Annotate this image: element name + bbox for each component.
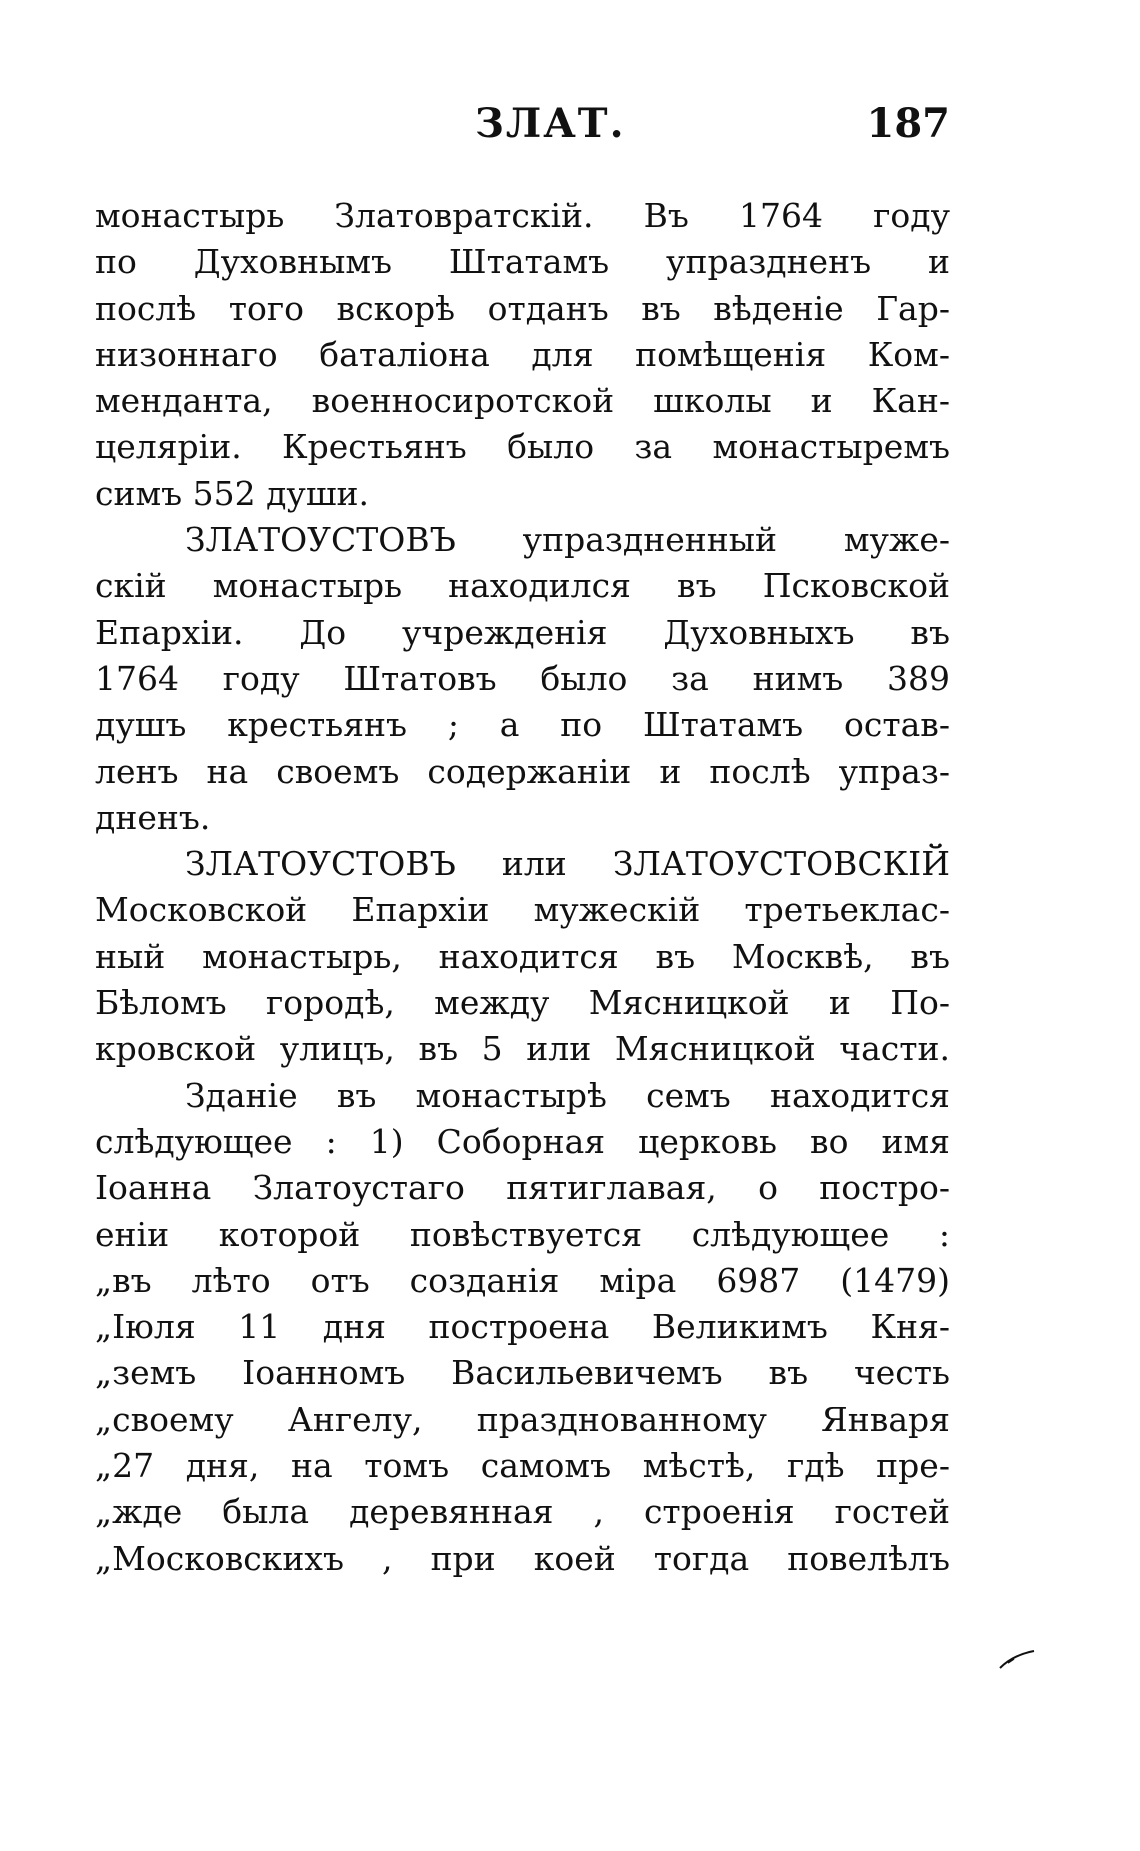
text-line: „своему Ангелу, празднованному Января <box>95 1399 950 1439</box>
text-line: Московской Епархіи мужескій третьеклас- <box>95 890 950 930</box>
text-line: по Духовнымъ Штатамъ упраздненъ и <box>95 242 950 282</box>
text-line: „въ лѣто отъ созданія міра 6987 (1479) <box>95 1260 950 1300</box>
text-line: ленъ на своемъ содержаніи и послѣ упраз- <box>95 751 950 791</box>
text-line: душъ крестьянъ ; а по Штатамъ остав- <box>95 705 950 745</box>
text-line: скій монастырь находился въ Псковской <box>95 566 950 606</box>
text-line: послѣ того вскорѣ отданъ въ вѣденіе Гар- <box>95 288 950 328</box>
running-head: ЗЛАТ. <box>475 100 626 147</box>
page-header <box>95 100 950 160</box>
text-line: слѣдующее : 1) Соборная церковь во имя <box>95 1121 950 1161</box>
text-line: „жде была деревянная , строенія гостей <box>95 1492 950 1532</box>
text-line: Зданіе въ монастырѣ семъ находится <box>185 1075 950 1115</box>
text-line: симъ 552 души. <box>95 473 370 513</box>
text-line: мендантa, военносиротской школы и Кан- <box>95 381 950 421</box>
body-text <box>95 193 950 1582</box>
text-line: кровской улицъ, въ 5 или Мясницкой части. <box>95 1029 950 1069</box>
text-line: 1764 году Штатовъ было за нимъ 389 <box>95 658 950 698</box>
text-line: целяріи. Крестьянъ было за монастыремъ <box>95 427 950 467</box>
text-line: Іоанна Златоустаго пятиглавая, о постро- <box>95 1168 950 1208</box>
text-line: „земъ Іоанномъ Васильевичемъ въ честь <box>95 1353 950 1393</box>
text-line: „Московскихъ , при коей тогда повелѣлъ <box>95 1538 950 1578</box>
text-line: ЗЛАТОУСТОВЪ или ЗЛАТОУСТОВСКІЙ <box>185 844 950 884</box>
text-line: ЗЛАТОУСТОВЪ упраздненный муже- <box>185 520 950 560</box>
text-line: Бѣломъ городѣ, между Мясницкой и По- <box>95 983 950 1023</box>
text-line: „Іюля 11 дня построена Великимъ Кня- <box>95 1307 950 1347</box>
text-line: дненъ. <box>95 797 211 837</box>
text-line: еніи которой повѣствуется слѣдующее : <box>95 1214 950 1254</box>
text-line: ный монастырь, находится въ Москвѣ, въ <box>95 936 950 976</box>
text-line: монастырь Златовратскій. Въ 1764 году <box>95 196 950 235</box>
page-number: 187 <box>866 100 950 147</box>
text-line: Епархіи. До учрежденія Духовныхъ въ <box>95 612 950 652</box>
text-line: низоннаго баталіона для помѣщенія Ком- <box>95 334 950 374</box>
text-line: „27 дня, на томъ самомъ мѣстѣ, гдѣ пре- <box>95 1446 950 1486</box>
pen-mark <box>998 1648 1038 1670</box>
